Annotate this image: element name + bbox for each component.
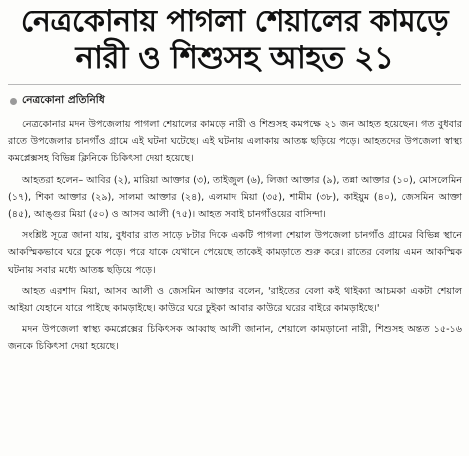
headline-divider (8, 84, 461, 85)
paragraph-3: সংশ্লিষ্ট সূত্রে জানা যায়, বুধবার রাত সাড়ে ৮টার দিকে একটি পাগলা শেয়াল উপজেলা চানগাঁও গ্রামের বিভিন্ন স্থানে আকস্মিকভাবে ঘরে ঢুকে পড়ে। পরে যাকে যেখানে পেয়েছে তাকেই কামড়াতে শুরু করে। রাতের বেলায় এমন আকস্মিক ঘটনায় সবার মধ্যে আতঙ্ক ছড়িয়ে পড়ে। (8, 230, 462, 276)
paragraph-5: মদন উপজেলা স্বাস্থ্য কমপ্লেক্সের চিকিৎসক আব্বাছ আলী জানান, শেয়ালে কামড়ানো নারী, শিশুসহ অন্তত ১৫-১৬ জনকে চিকিৎসা দেয়া হয়েছে। (8, 324, 462, 353)
byline-text: নেত্রকোনা প্রতিনিধি (22, 94, 105, 107)
headline-line-2: নারী ও শিশুসহ আহত ২১ (75, 39, 394, 76)
headline-line-1: নেত্রকোনায় পাগলা শেয়ালের কামড়ে (20, 4, 449, 39)
paragraph-1: নেত্রকোনার মদন উপজেলায় পাগলা শেয়ালের কামড়ে নারী ও শিশুসহ কমপক্ষে ২১ জন আহত হয়েছেন। গত বুধবার রাতে উপজেলার চানগাঁও গ্রামে এই ঘটনা ঘটেছে। এই ঘটনায় এলাকায় আতঙ্ক ছড়িয়ে পড়ে। আহতদের উপজেলা স্বাস্থ্য কমপ্লেক্সসহ বিভিন্ন ক্লিনিকে চিকিৎসা দেয়া হয়েছে। (8, 119, 462, 165)
paragraph-4: আহত এরশাদ মিয়া, আসব আলী ও জেসমিন আক্তার বলেন, 'রাইতের বেলা কই থাইক্যা আচমকা একটা শেয়াল আইয়া যেহানে যারে পাইছে কামড়াইছে। কাউরে ঘরে ঢুইকা আবার কাউরে ঘরের বাইরে কামড়াইছে।' (8, 285, 462, 315)
article-body (0, 116, 469, 356)
headline (0, 0, 469, 74)
byline-bullet-icon (10, 98, 17, 105)
paragraph-2: আহতরা হলেন– আবির (২), মারিয়া আক্তার (৩), তাইজুল (৬), লিজা আক্তার (৯), তন্না আক্তার (১০), মোসলেমিন (১৭), শিকা আক্তার (২৯), সালমা আক্তার (২৪), এলমাদ মিয়া (৩৫), শামীম (৩৮), কাইয়ুম (৪০), জেসমিন আক্তা (৪৫), আঙ্গুর মিয়া (৫০) ও আসব আলী (৭৫)। আহত সবাই চানগাঁওয়ের বাসিন্দা। (8, 174, 462, 221)
byline (10, 93, 469, 110)
